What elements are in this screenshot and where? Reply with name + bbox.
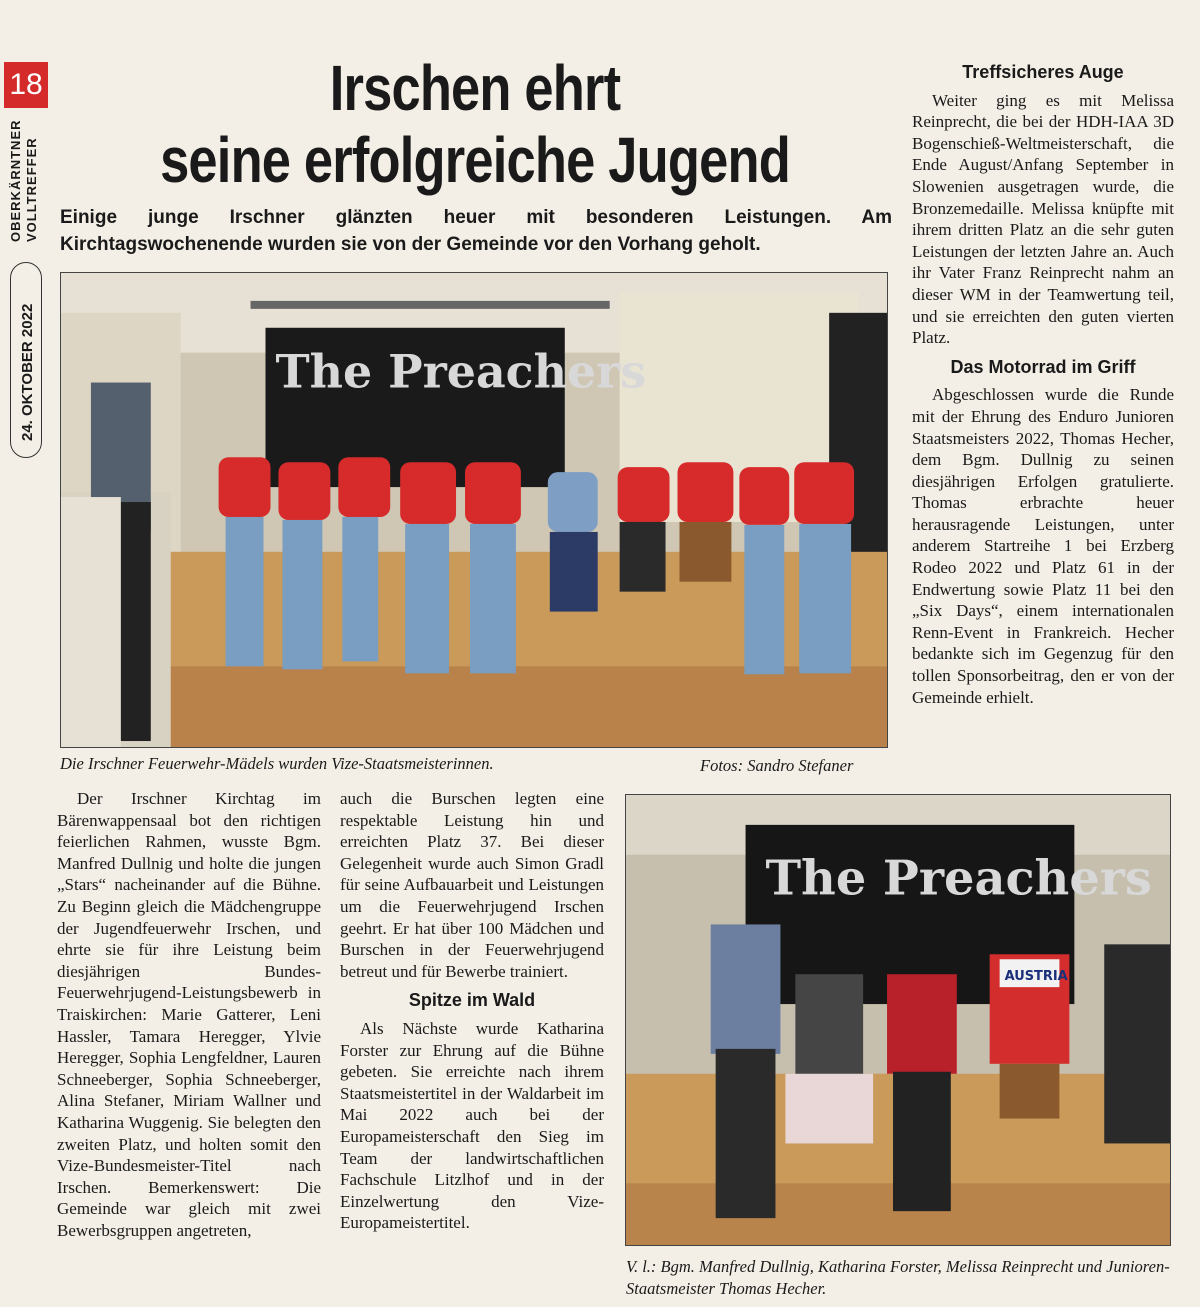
article-column-3	[912, 62, 1174, 708]
subheading-spitze-im-wald: Spitze im Wald	[408, 990, 536, 1011]
photo2-caption: V. l.: Bgm. Manfred Dullnig, Katharina Forster, Melissa Reinprecht und Junioren-Staatsmeister Thomas Hecher.	[626, 1257, 1170, 1298]
banner-text-2: The Preachers	[765, 850, 1152, 907]
headline-line2: seine erfolgreiche Jugend	[160, 124, 790, 196]
banner-text-1: The Preachers	[275, 344, 647, 399]
subheading-treffsicheres-auge: Treffsicheres Auge	[962, 62, 1124, 82]
photo-credit: Fotos: Sandro Stefaner	[700, 756, 854, 775]
section-label-line1: OBERKÄRNTNER	[8, 119, 23, 242]
issue-date	[10, 262, 42, 458]
article-paragraph: Der Irschner Kirchtag im Bärenwappensaal bot den richtigen feierlichen Rahmen, wusste Bgm. Manfred Dullnig und holte die jungen „Stars“ nacheinander auf die Bühne. Zu Beginn gleich die Mädchengruppe der Jugendfeuerwehr Irschen, und ehrte sie für ihre Leistung beim diesjährigen Bundes-Feuerwehrjugend-Leistungsbewerb in Traiskirchen: Marie Gatterer, Leni Hassler, Tamara Heregger, Ylvie Heregger, Sophia Lengfeldner, Lauren Schneeberger, Sophia Schneeberger, Alina Stefaner, Miriam Wallner und Katharina Wuggenig. Sie belegten den zweiten Platz, und holten somit den Vize-Bundesmeister-Titel nach Irschen. Bemerkenswert: Die Gemeinde war gleich mit zwei Bewerbsgruppen angetreten,	[57, 789, 321, 1240]
article-column-2	[340, 788, 604, 1234]
issue-date-text: 24. OKTOBER 2022	[19, 303, 36, 441]
page-number: 18	[4, 62, 48, 108]
headline-line1: Irschen ehrt	[329, 52, 621, 124]
lead-paragraph: Einige junge Irschner glänzten heuer mit besonderen Leistungen. Am Kirchtagswochenende wurden sie von der Gemeinde vor den Vorhang geholt.	[60, 207, 892, 255]
photo-honourees	[625, 794, 1171, 1246]
article-column-1	[57, 788, 321, 1241]
subheading-motorrad: Das Motorrad im Griff	[950, 356, 1136, 377]
section-label	[8, 116, 42, 266]
article-paragraph: auch die Burschen legten eine respektable Leistung hin und erreichten Platz 37. Bei dieser Gelegenheit wurde auch Simon Gradl für seine Aufbauarbeit und Leistungen um die Feuerwehrjugend Irschen geehrt. Er hat über 100 Mädchen und Burschen in der Feuerwehrjugend betreut und für Bewerbe trainiert.	[340, 789, 604, 981]
photo1-caption: Die Irschner Feuerwehr-Mädels wurden Vize-Staatsmeisterinnen.	[60, 754, 494, 773]
photo-girls-group	[60, 272, 888, 748]
article-paragraph: Weiter ging es mit Melissa Reinprecht, die bei der HDH-IAA 3D Bogenschieß-Weltmeisterschaft, die Ende August/Anfang September in Slowenien ausgetragen wurde, die Bronzemedaille. Melissa knüpfte mit ihrem dritten Platz an die sehr guten Leistungen der letzten Jahre an. Auch ihr Vater Franz Reinprecht nahm an dieser WM in der Teamwertung teil, und sie erreichten den guten vierten Platz.	[912, 90, 1174, 348]
section-label-line2: VOLLTREFFER	[24, 137, 39, 242]
article-paragraph: Abgeschlossen wurde die Runde mit der Ehrung des Enduro Junioren Staatsmeisters 2022, Thomas Hecher, dem Bgm. Dullnig zu seinen diesjährigen Erfolgen gratulierte. Thomas erbrachte heuer herausragende Leistungen, unter anderem Startreihe 1 bei Erzberg Rodeo 2022 und Platz 61 in der Endwertung sowie Platz 11 bei den „Six Days“, einem internationalen Renn-Event in Frankreich. Hecher bedankte sich im Gegenzug für den tollen Sponsorbeitrag, den er von der Gemeinde erhielt.	[912, 385, 1174, 707]
headline	[135, 52, 816, 196]
article-paragraph: Als Nächste wurde Katharina Forster zur Ehrung auf die Bühne gebeten. Sie erreichte nach ihrem Staatsmeistertitel in der Waldarbeit im Mai 2022 auch bei der Europameisterschaft den Sieg im Team der landwirtschaftlichen Fachschule Litzlhof und in der Einzelwertung den Vize-Europameistertitel.	[340, 1018, 604, 1233]
jersey-text: AUSTRIA	[1004, 969, 1068, 985]
